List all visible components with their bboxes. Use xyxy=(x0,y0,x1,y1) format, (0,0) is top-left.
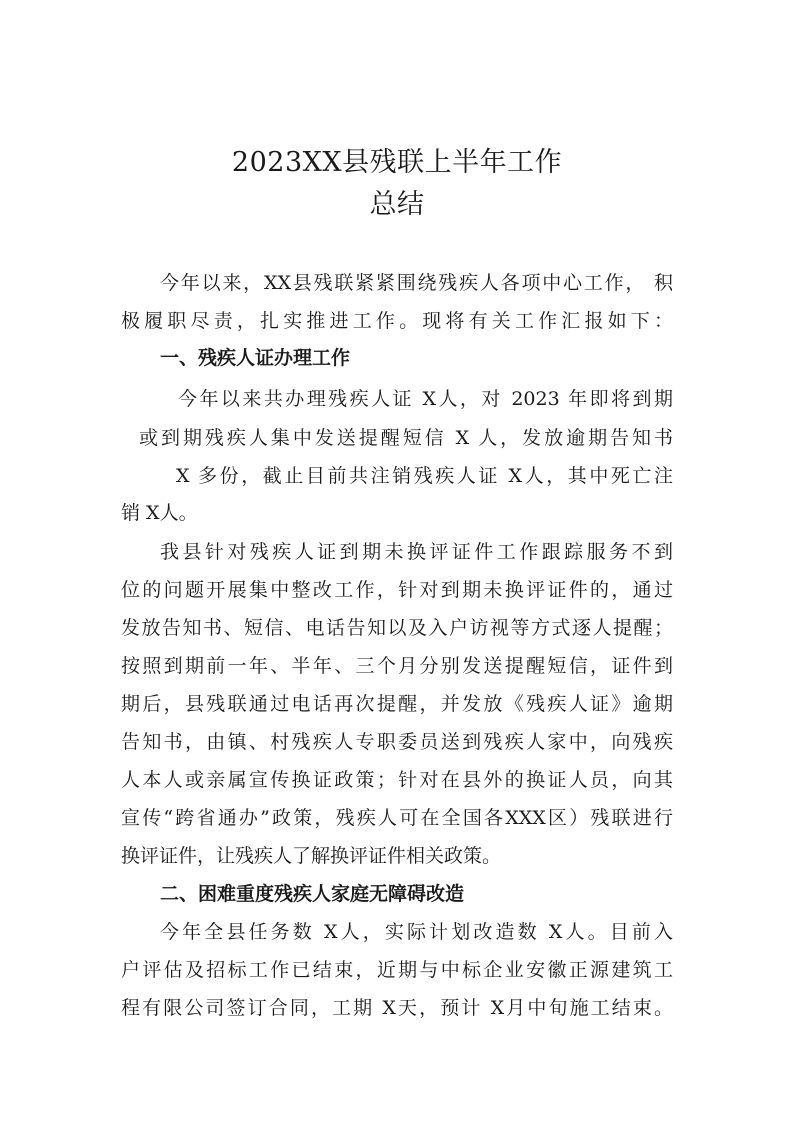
s1p1-line-1: 今年以来共办理残疾人证 X人，对 2023 年即将到期 xyxy=(178,388,673,410)
intro-line-2: 极履职尽责，扎实推进工作。现将有关工作汇报如下： xyxy=(121,310,673,332)
s1p2-line-6: 告知书，由镇、村残疾人专职委员送到残疾人家中，向残疾 xyxy=(121,731,673,753)
document-title-line2: 总结 xyxy=(369,189,425,220)
intro-line-1: 今年以来，XX县残联紧紧围绕残疾人各项中心工作， 积 xyxy=(160,272,673,294)
s1p2-line-9: 换评证件，让残疾人了解换评证件相关政策。 xyxy=(121,845,502,867)
s1p1-line-2: 或到期残疾人集中发送提醒短信 X 人，发放逾期告知书 xyxy=(139,427,673,449)
section-2-heading: 二、困难重度残疾人家庭无障碍改造 xyxy=(160,883,465,905)
s1p1-line-4: 销 X人。 xyxy=(121,502,198,524)
s2p1-line-1: 今年全县任务数 X人，实际计划改造数 X人。目前入 xyxy=(160,921,673,943)
s1p2-line-8: 宣传“跨省通办”政策，残疾人可在全国各XXX区）残联进行 xyxy=(121,807,673,829)
s1p2-line-3: 发放告知书、短信、电话告知以及入户访视等方式逐人提醒； xyxy=(121,617,673,639)
s2p1-line-2: 户评估及招标工作已结束，近期与中标企业安徽正源建筑工 xyxy=(121,959,673,981)
s1p1-line-3: X 多份，截止目前共注销残疾人证 X人，其中死亡注 xyxy=(176,465,673,487)
s1p2-line-1: 我县针对残疾人证到期未换评证件工作跟踪服务不到 xyxy=(160,541,673,563)
document-title: 2023XX县残联上半年工作 xyxy=(231,147,563,178)
s1p2-line-2: 位的问题开展集中整改工作，针对到期未换评证件的，通过 xyxy=(121,579,673,601)
s1p2-line-4: 按照到期前一年、半年、三个月分别发送提醒短信，证件到 xyxy=(121,655,673,677)
section-1-heading: 一、残疾人证办理工作 xyxy=(160,347,351,369)
s1p2-line-5: 期后，县残联通过电话再次提醒，并发放《残疾人证》逾期 xyxy=(121,693,673,715)
s1p2-line-7: 人本人或亲属宣传换证政策；针对在县外的换证人员，向其 xyxy=(121,769,673,791)
s2p1-line-3: 程有限公司签订合同，工期 X天，预计 X月中旬施工结束。 xyxy=(121,997,673,1019)
